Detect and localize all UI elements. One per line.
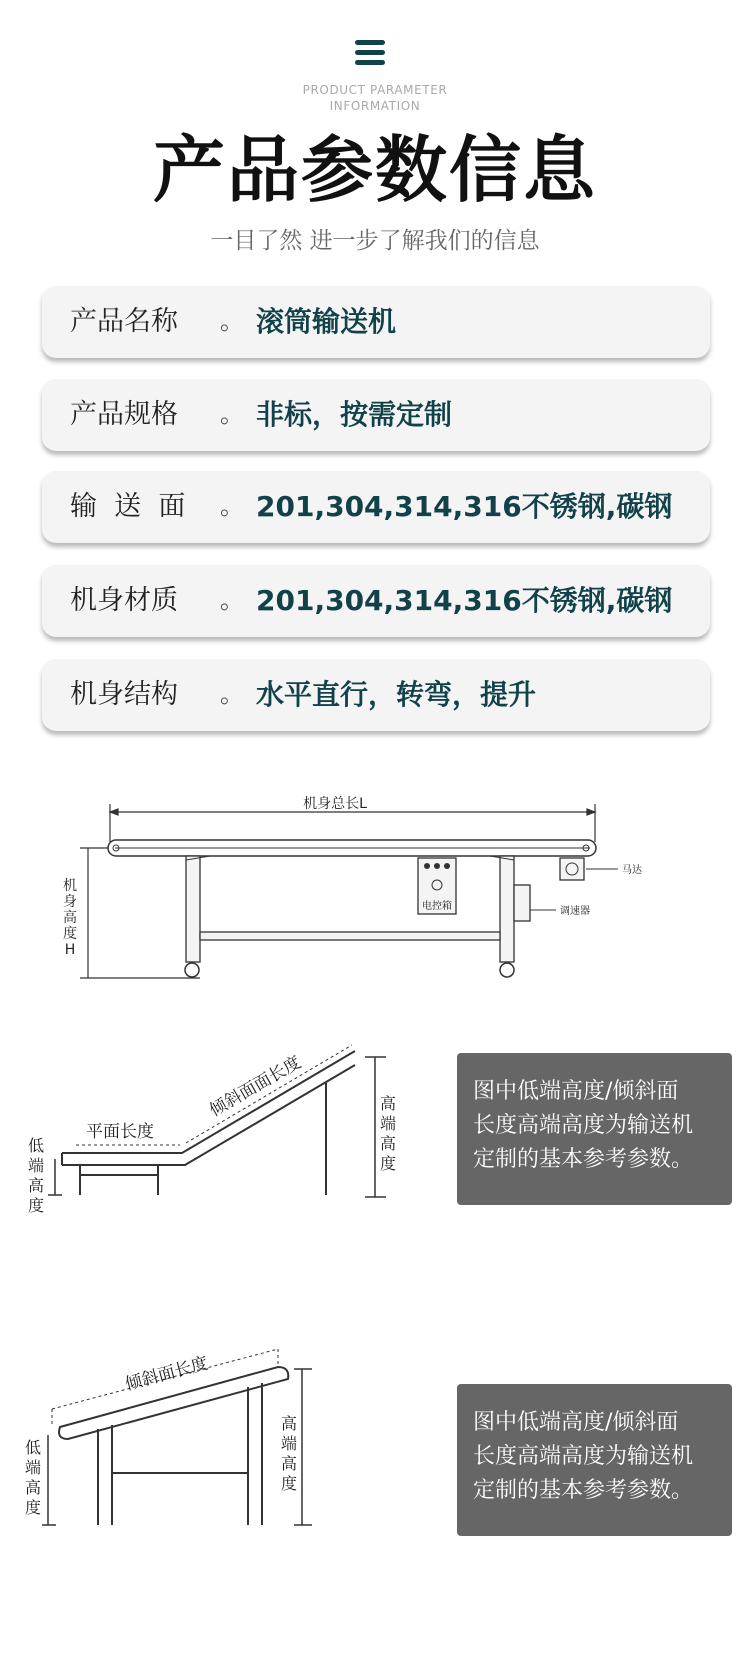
motor-label: 马达	[622, 865, 642, 876]
param-value: 滚筒输送机	[256, 305, 397, 338]
param-value: 201,304,314,316不锈钢,碳钢	[256, 584, 673, 617]
param-value: 水平直行，转弯，提升	[256, 678, 537, 711]
note-line: 长度高端高度为输送机	[473, 1113, 694, 1138]
low-label-1: 低	[27, 1136, 45, 1155]
param-row-name	[42, 286, 710, 358]
param-row-structure	[42, 659, 710, 731]
low-label-4: 度	[24, 1498, 42, 1517]
param-value: 201,304,314,316不锈钢,碳钢	[256, 490, 673, 523]
subtitle-en-line2: INFORMATION	[329, 99, 421, 113]
low-label-2: 端	[27, 1156, 45, 1175]
note-line: 图中低端高度/倾斜面	[473, 1079, 679, 1104]
length-label: 机身总长L	[303, 796, 367, 812]
param-label: 产品名称	[70, 306, 178, 337]
note-line: 定制的基本参考参数。	[473, 1478, 694, 1503]
note-line: 长度高端高度为输送机	[473, 1444, 694, 1469]
param-row-material	[42, 565, 710, 637]
param-label: 输 送 面	[70, 491, 186, 522]
high-label-2: 端	[379, 1114, 397, 1133]
height-label-2: 身	[63, 894, 77, 910]
high-label-2: 端	[280, 1434, 298, 1453]
low-label-1: 低	[24, 1438, 42, 1457]
low-label-3: 高	[24, 1478, 42, 1497]
low-label-3: 高	[27, 1176, 45, 1195]
slogan: 一目了然 进一步了解我们的信息	[210, 228, 540, 254]
low-label-4: 度	[27, 1196, 45, 1215]
incline-length-label: 倾斜面长度	[123, 1353, 211, 1395]
low-label-2: 端	[24, 1458, 42, 1477]
height-label-4: 度	[63, 926, 77, 942]
high-label-4: 度	[379, 1154, 397, 1173]
note-line: 定制的基本参考参数。	[473, 1147, 694, 1172]
note-line: 图中低端高度/倾斜面	[473, 1410, 679, 1435]
menu-icon	[355, 40, 385, 66]
param-row-spec	[42, 379, 710, 451]
param-label: 机身结构	[70, 679, 178, 710]
flat-conveyor-diagram	[0, 790, 750, 990]
high-label-3: 高	[280, 1454, 298, 1473]
height-label-1: 机	[63, 878, 77, 894]
flat-length-label: 平面长度	[86, 1122, 154, 1142]
note-box-2	[457, 1384, 732, 1536]
high-label-1: 高	[379, 1094, 397, 1113]
control-box-label: 电控箱	[422, 901, 452, 912]
page-title: 产品参数信息	[152, 128, 597, 212]
speed-label: 调速器	[560, 906, 590, 917]
param-value: 非标，按需定制	[256, 398, 453, 431]
subtitle-en-line1: PRODUCT PARAMETER	[302, 83, 448, 97]
height-label-5: H	[64, 942, 76, 958]
param-label: 机身材质	[70, 585, 178, 616]
high-label-4: 度	[280, 1474, 298, 1493]
param-dot: 。	[220, 680, 244, 708]
param-dot: 。	[220, 400, 244, 428]
param-dot: 。	[220, 492, 244, 520]
incline-conveyor-diagram	[0, 1325, 450, 1555]
subtitle-en	[0, 82, 750, 114]
high-label-1: 高	[280, 1414, 298, 1433]
high-label-3: 高	[379, 1134, 397, 1153]
param-dot: 。	[220, 307, 244, 335]
note-box-1	[457, 1053, 732, 1205]
height-label-3: 高	[63, 910, 77, 926]
param-dot: 。	[220, 586, 244, 614]
incline-length-label: 倾斜面面长度	[206, 1052, 305, 1121]
param-label: 产品规格	[70, 399, 178, 430]
flat-incline-conveyor-diagram	[0, 1025, 450, 1225]
param-row-surface	[42, 471, 710, 543]
